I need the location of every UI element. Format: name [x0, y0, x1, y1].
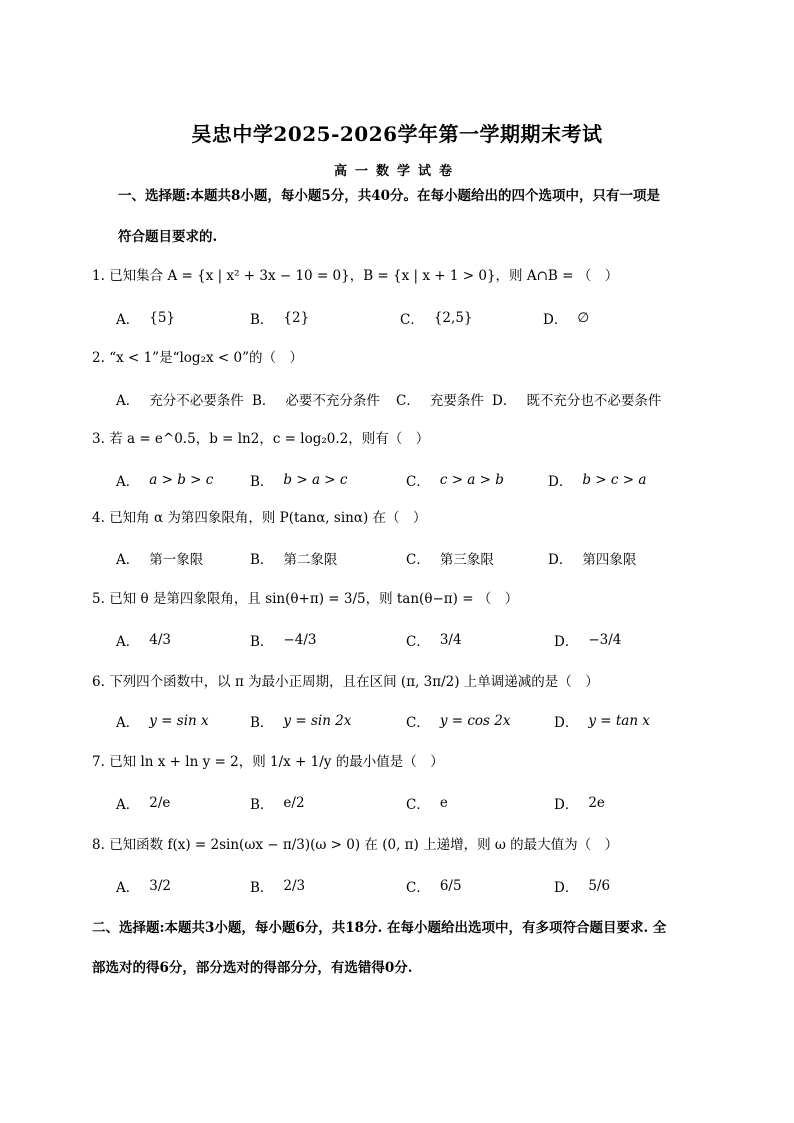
- question-stem: 已知角 α 为第四象限角，则 P(tanα, sinα) 在（ ）: [109, 510, 427, 526]
- question-2: [92, 348, 303, 368]
- question-stem: 若 a = e^0.5，b = ln2，c = log₂0.2，则有（ ）: [109, 431, 430, 447]
- exam-subtitle: 高一数学试卷: [333, 164, 460, 179]
- option-a: A． 充分不必要条件: [116, 393, 244, 409]
- option-b: B． −4/3: [250, 632, 317, 650]
- question-number: 4.: [92, 510, 105, 526]
- question-8: [92, 835, 618, 855]
- question-stem: 已知函数 f(x) = 2sin(ωx − π/3)(ω > 0) 在 (0, π) 上递增，则 ω 的最大值为（ ）: [109, 837, 619, 853]
- question-number: 1.: [92, 268, 105, 284]
- option-c: C． 3/4: [406, 632, 462, 650]
- question-number: 3.: [92, 431, 105, 447]
- question-3-options: [116, 462, 756, 498]
- option-b: B． 2/3: [250, 878, 306, 896]
- option-d: D． 第四象限: [548, 552, 637, 568]
- option-c: C． e: [406, 795, 448, 813]
- option-b: B． y = sin 2x: [250, 713, 352, 731]
- option-b: B． {2}: [250, 310, 310, 328]
- question-stem: 下列四个函数中，以 π 为最小正周期，且在区间 (π, 3π/2) 上单调递减的是（ ）: [109, 674, 599, 690]
- question-1: [92, 266, 618, 286]
- option-a: A． a > b > c: [116, 472, 214, 490]
- question-4: [92, 508, 427, 528]
- section2-instructions-line1: 二、选择题:本题共3小题，每小题6分，共18分. 在每小题给出选项中，有多项符合题目要求. 全: [92, 920, 667, 936]
- question-stem: 已知集合 A = {x | x² + 3x − 10 = 0}，B = {x | x + 1 > 0}，则 A∩B = （ ）: [109, 268, 619, 284]
- question-stem: “x < 1”是“log₂x < 0”的（ ）: [109, 350, 303, 366]
- option-c: C． 6/5: [406, 878, 462, 896]
- question-8-options: [116, 868, 756, 904]
- option-c: C． 充要条件: [396, 393, 484, 409]
- option-d: D． −3/4: [554, 632, 622, 650]
- section1-instructions-line2: 符合题目要求的.: [118, 229, 218, 245]
- question-number: 2.: [92, 350, 105, 366]
- option-c: C． c > a > b: [406, 472, 504, 490]
- question-5: [92, 589, 518, 609]
- option-d: D． 5/6: [554, 878, 611, 896]
- question-7-options: [116, 785, 756, 821]
- section2-instructions-line2: 部选对的得6分，部分选对的得部分分，有选错得0分.: [92, 960, 413, 976]
- question-4-options: [116, 540, 756, 576]
- option-a: A． 第一象限: [116, 552, 204, 568]
- question-3: [92, 429, 429, 449]
- option-c: C． 第三象限: [406, 552, 494, 568]
- question-5-options: [116, 622, 756, 658]
- option-a: A． {5}: [116, 310, 176, 328]
- option-b: B． b > a > c: [250, 472, 348, 490]
- option-a: A． y = sin x: [116, 713, 209, 731]
- question-6-options: [116, 703, 756, 739]
- option-a: A． 3/2: [116, 878, 171, 896]
- question-number: 6.: [92, 674, 105, 690]
- question-number: 8.: [92, 837, 105, 853]
- option-c: C． y = cos 2x: [406, 713, 511, 731]
- option-d: D． b > c > a: [548, 472, 647, 490]
- option-a: A． 4/3: [116, 632, 171, 650]
- question-7: [92, 752, 444, 772]
- exam-title: 吴忠中学2025-2026学年第一学期期末考试: [191, 122, 603, 146]
- question-number: 5.: [92, 591, 105, 607]
- option-b: B． e/2: [250, 795, 305, 813]
- option-d: D． 既不充分也不必要条件: [492, 393, 662, 409]
- option-d: D． y = tan x: [554, 713, 650, 731]
- question-number: 7.: [92, 754, 105, 770]
- option-c: C． {2,5}: [400, 310, 473, 328]
- question-2-options: [116, 381, 756, 417]
- question-stem: 已知 ln x + ln y = 2，则 1/x + 1/y 的最小值是（ ）: [109, 754, 444, 770]
- option-d: D． ∅: [543, 310, 590, 328]
- option-a: A． 2/e: [116, 795, 171, 813]
- section1-instructions-line1: 一、选择题:本题共8小题，每小题5分，共40分。在每小题给出的四个选项中，只有一项是: [118, 188, 661, 204]
- option-b: B． 必要不充分条件: [252, 393, 380, 409]
- question-stem: 已知 θ 是第四象限角，且 sin(θ+π) = 3/5，则 tan(θ−π) = （ ）: [109, 591, 519, 607]
- option-d: D． 2e: [554, 795, 605, 813]
- question-6: [92, 672, 599, 692]
- option-b: B． 第二象限: [250, 552, 338, 568]
- question-1-options: [116, 300, 756, 336]
